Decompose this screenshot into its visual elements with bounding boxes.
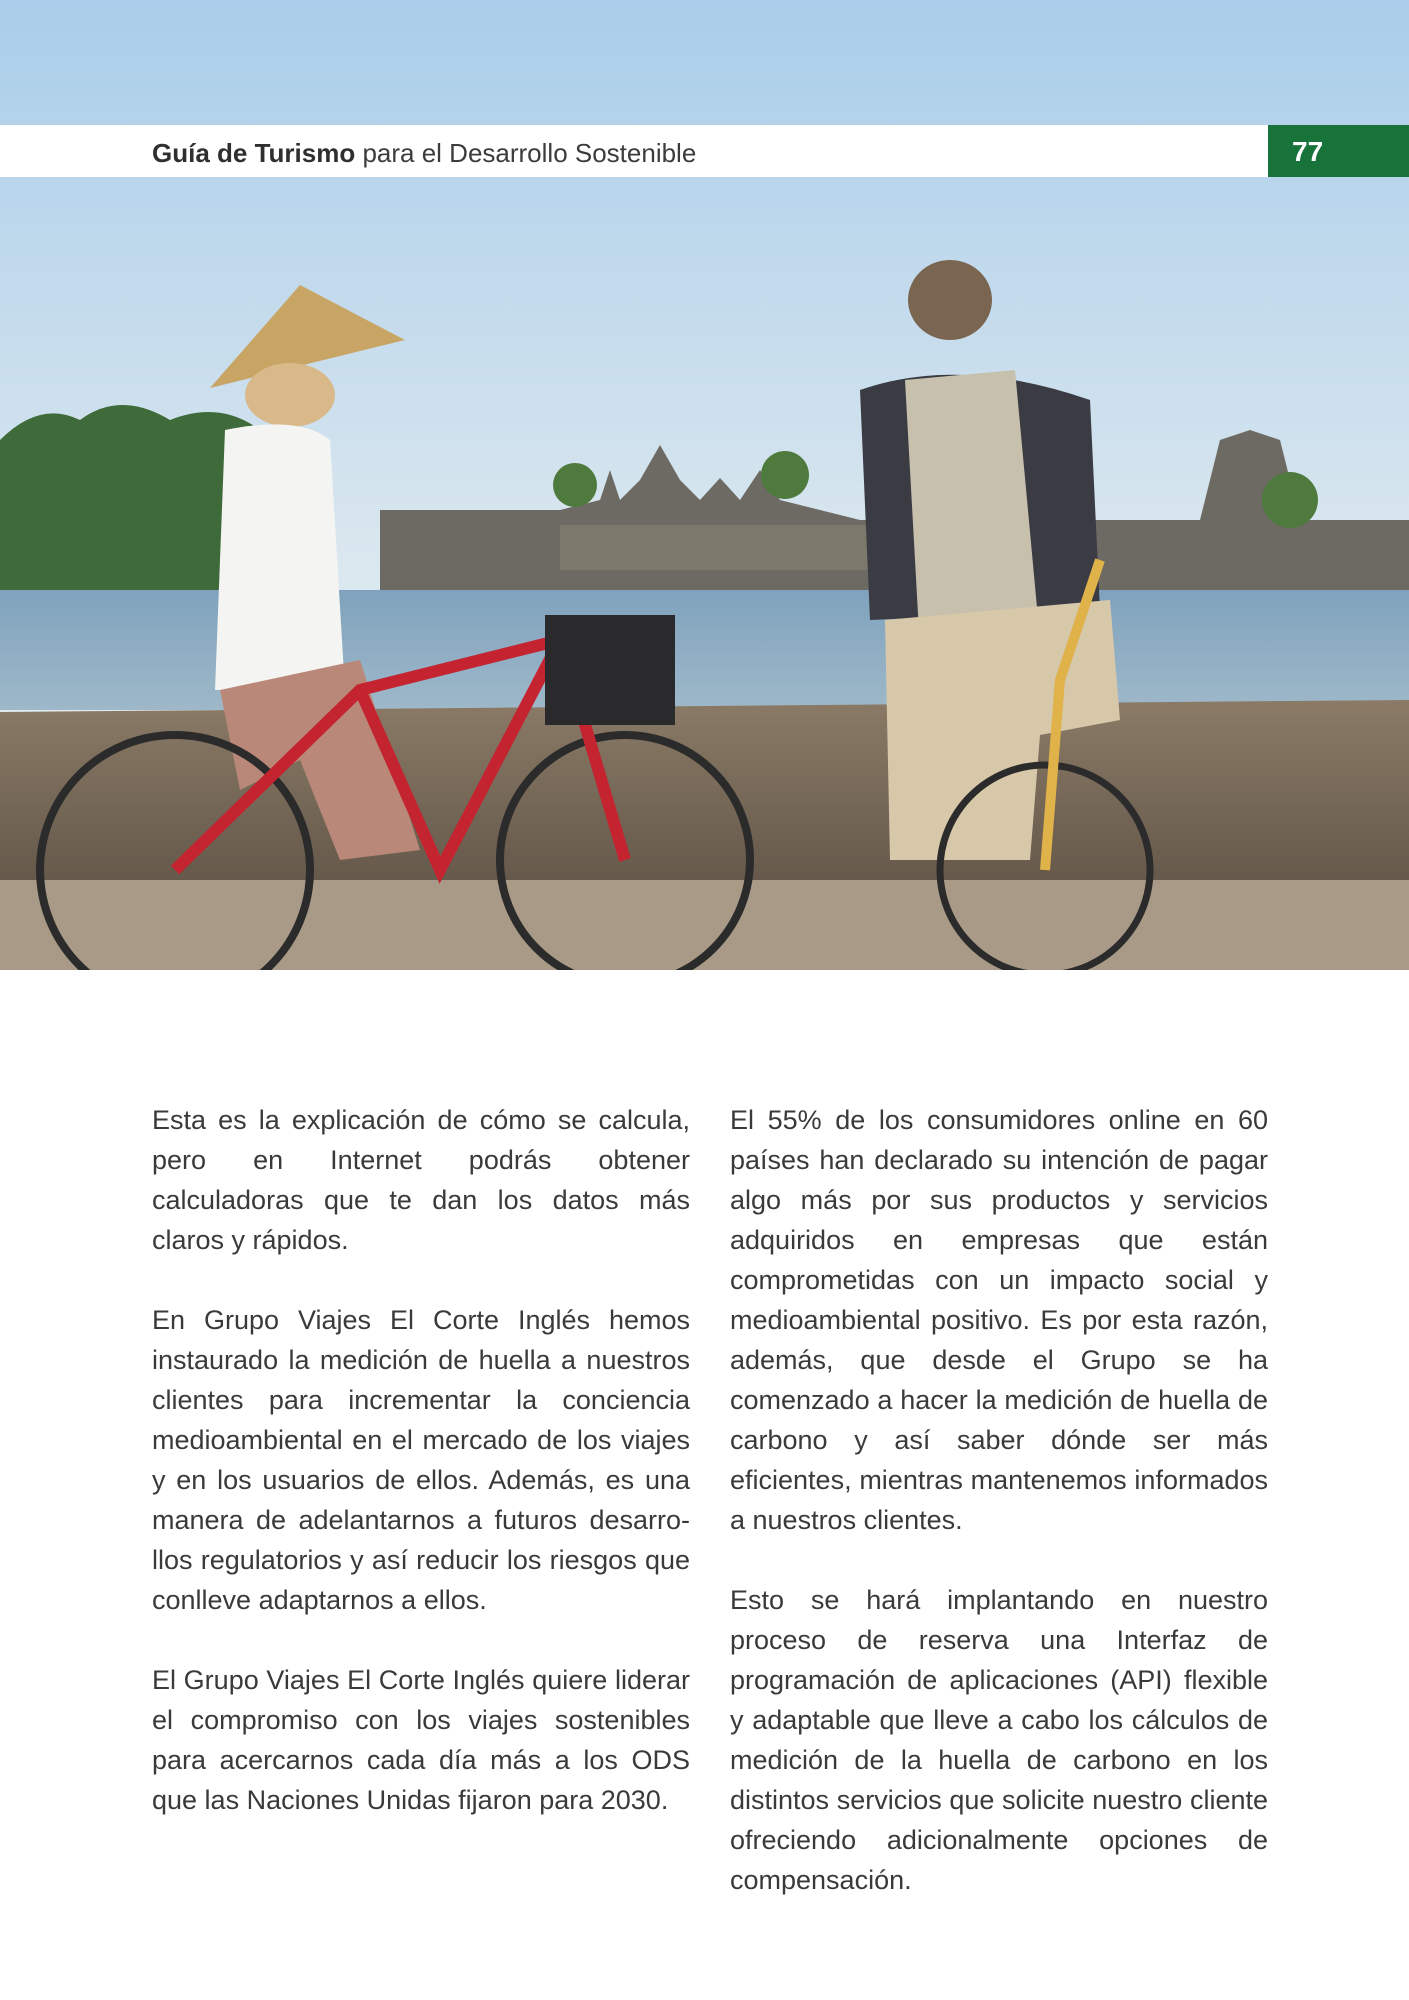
running-header (152, 138, 696, 169)
paragraph: Esto se hará implantando en nuestro proceso de reserva una Interfaz de programación de aplicaciones (API) flexible y adaptable que lleve a cabo los cálculos de medición de la huella de carbono en los distintos servicios que solicite nuestro cliente ofreciendo adicionalmente opciones de compensación. (730, 1585, 1268, 1895)
paragraph: Esta es la explicación de cómo se calcula, pero en Internet podrás obtener calculadoras que te dan los datos más claros y rápidos. (152, 1105, 690, 1255)
left-column (152, 1100, 690, 1860)
page-number-badge (1268, 125, 1409, 177)
header-title-rest: para el Desarrollo Sostenible (355, 138, 697, 168)
paragraph: En Grupo Viajes El Corte Inglés hemos instaurado la medición de huella a nuestros clientes para incrementar la conciencia medioambiental en el mercado de los viajes y en los usuarios de ellos. Además, es una manera de adelantarnos a futuros desarrollos regulatorios y así reducir los riesgos que conlleve adaptarnos a ellos. (152, 1305, 690, 1615)
header-title-bold: Guía de Turismo (152, 138, 356, 168)
paragraph: El 55% de los consumidores online en 60 países han declarado su intención de pagar algo más por sus productos y servicios adquiridos en empresas que están comprometidas con un impacto social y medioambiental positivo. Es por esta razón, además, que desde el Grupo se ha comenzado a hacer la medición de huella de carbono y así saber dónde ser más eficientes, mientras mantenemos informados a nuestros clientes. (730, 1105, 1268, 1535)
page-number: 77 (1292, 136, 1324, 167)
paragraph: El Grupo Viajes El Corte Inglés quiere liderar el compromiso con los viajes sostenibles para acercarnos cada día más a los ODS que las Naciones Unidas fijaron para 2030. (152, 1665, 690, 1815)
right-column (730, 1100, 1268, 1940)
